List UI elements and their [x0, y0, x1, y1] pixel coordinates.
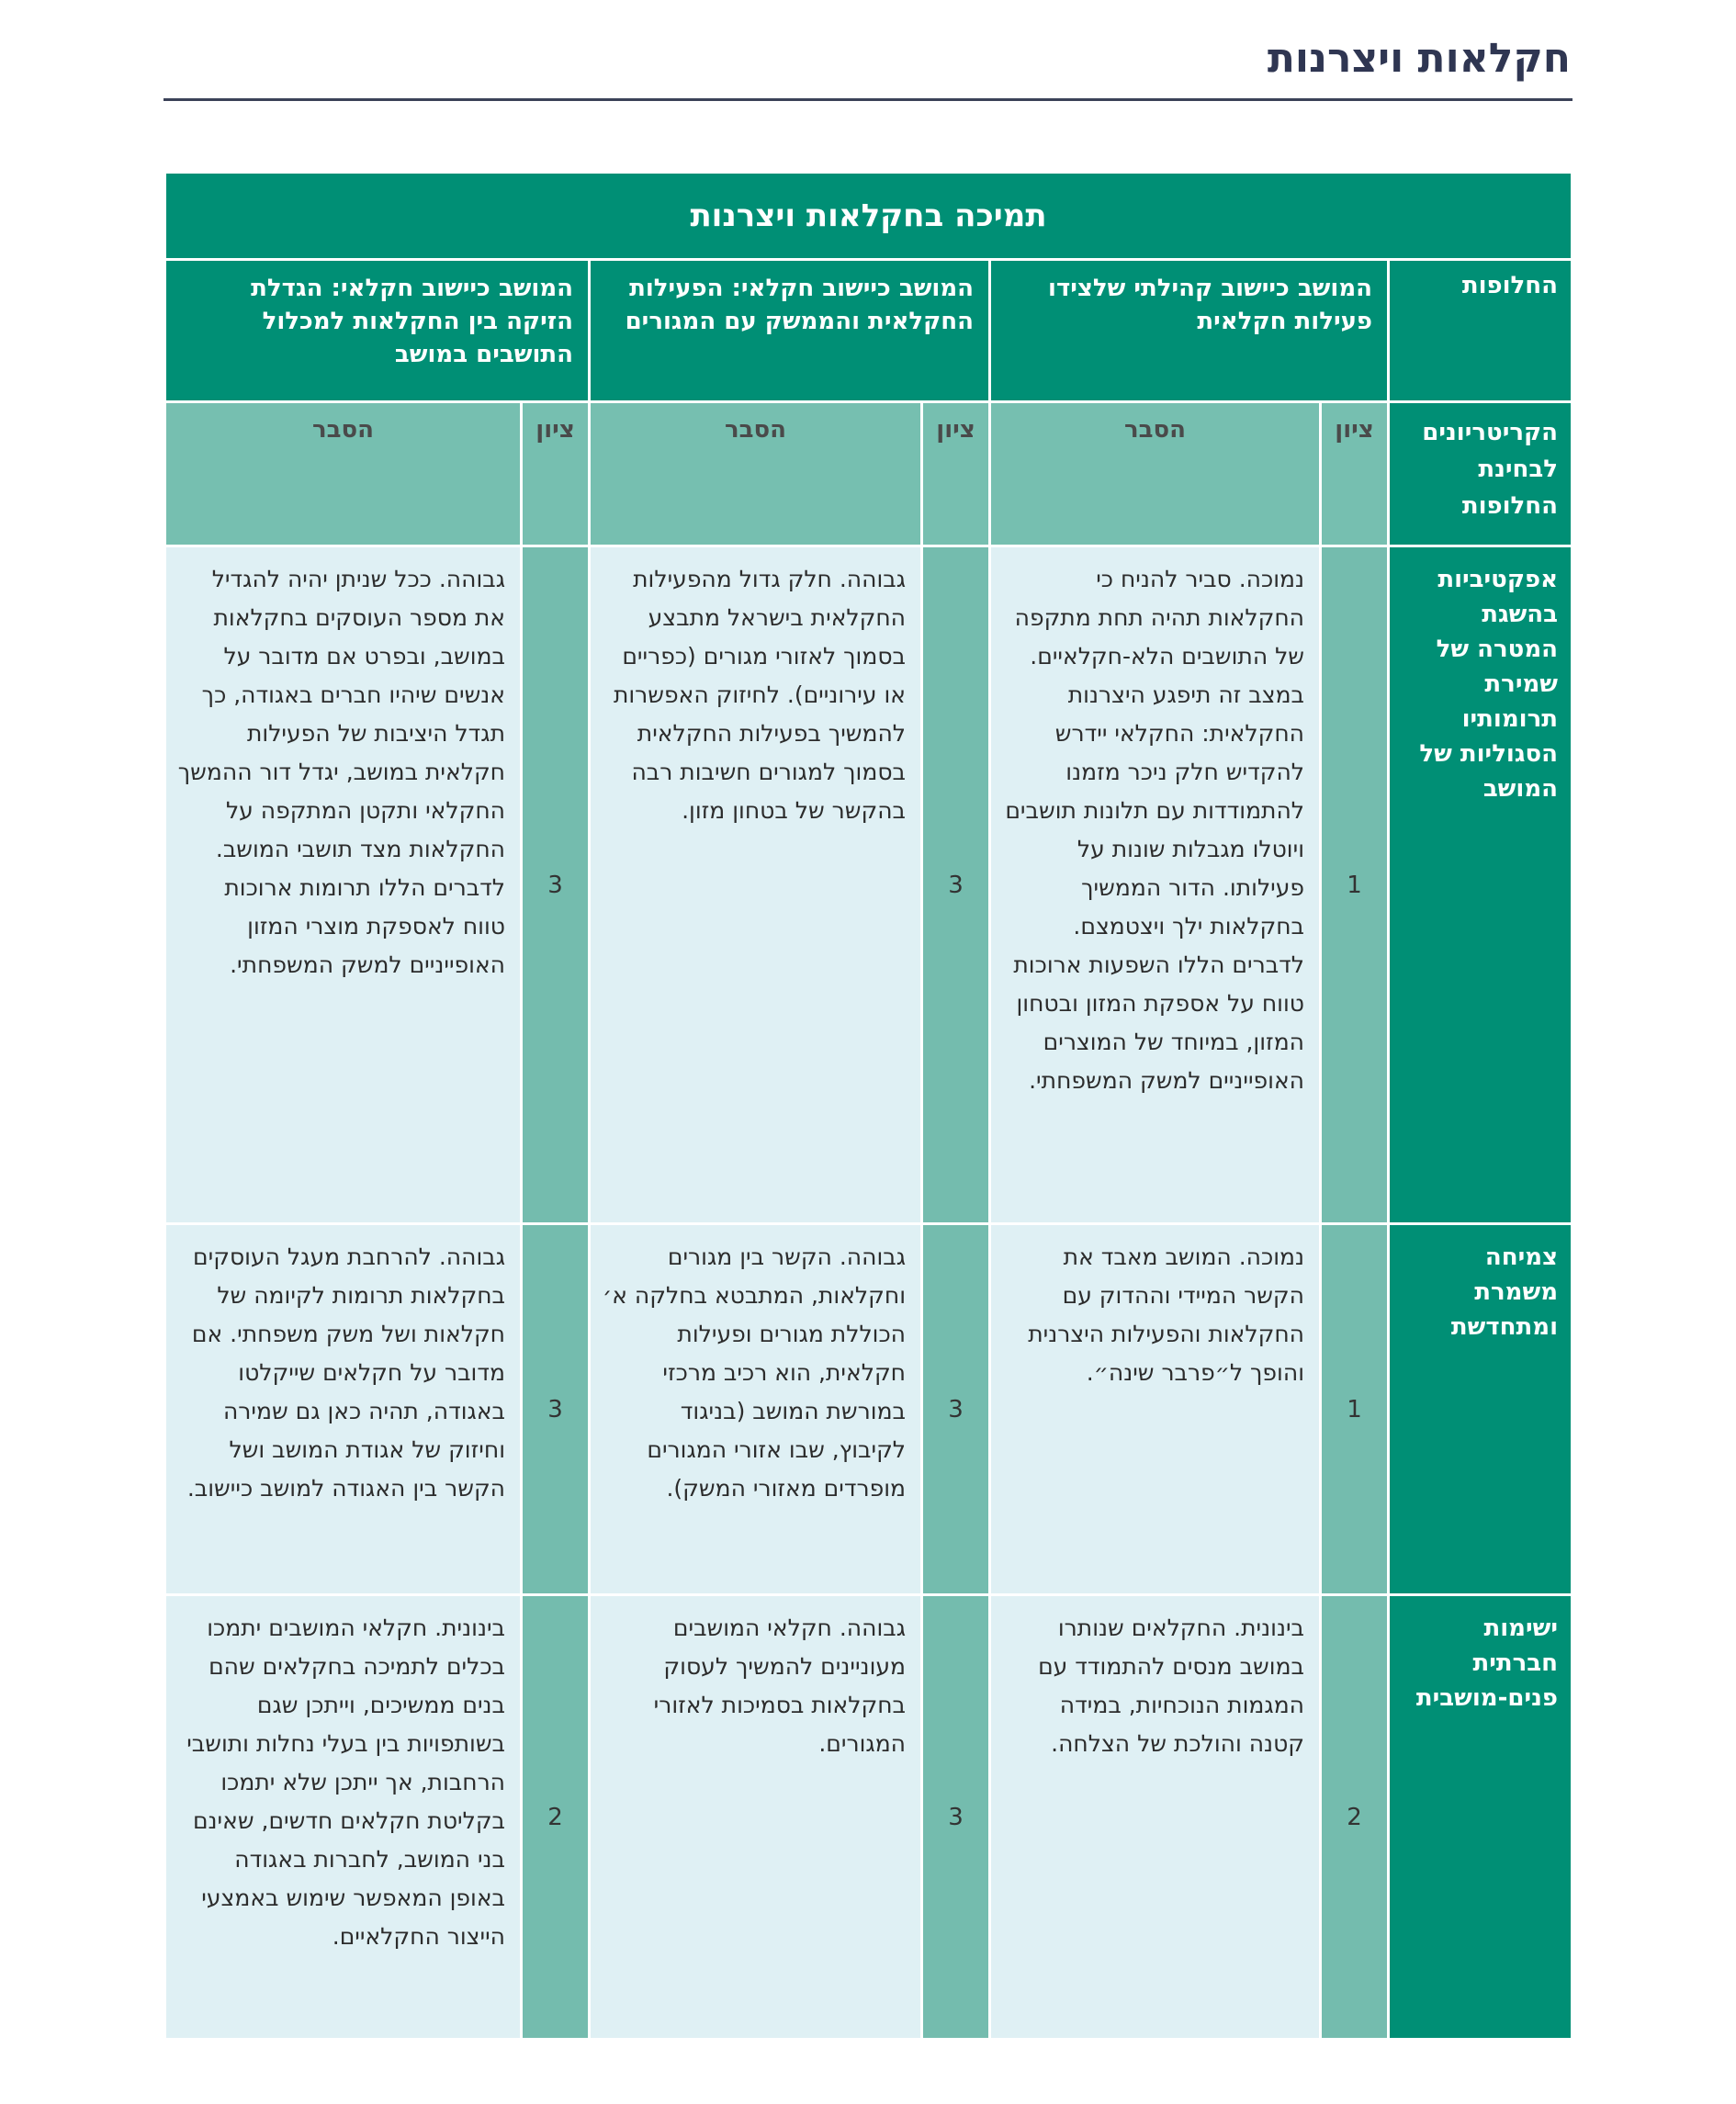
table-row [165, 1595, 1573, 2040]
explanation-header: הסבר [165, 402, 522, 546]
criterion-cell: אפקטיביות בהשגת המטרה של שמירת תרומותיו הסגוליות של המושב [1389, 546, 1573, 1224]
explanation-cell: גבוהה. הקשר בין מגורים וחקלאות, המתבטא בחלקה א׳ הכוללת מגורים ופעילות חקלאית, הוא רכיב מרכזי במורשת המושב (בניגוד לקיבוץ, שבו אזורי המגורים מופרדים מאזורי המשק). [590, 1224, 922, 1595]
explanation-cell: גבוהה. חלק גדול מהפעילות החקלאית בישראל מתבצע בסמוך לאזורי מגורים (כפריים או עירוניים). לחיזוק האפשרות להמשיך בפעילות החקלאית בסמוך למגורים חשיבות רבה בהקשר של בטחון מזון. [590, 546, 922, 1224]
score-cell: 3 [922, 1224, 990, 1595]
score-cell: 3 [522, 1224, 590, 1595]
table-row [165, 546, 1573, 1224]
score-cell: 1 [1321, 1224, 1389, 1595]
score-header: ציון [522, 402, 590, 546]
alternative-1-header: המושב כיישוב קהילתי שלצידו פעילות חקלאית [990, 260, 1389, 402]
alternatives-header-row [165, 260, 1573, 402]
score-cell: 2 [1321, 1595, 1389, 2040]
score-cell: 2 [522, 1595, 590, 2040]
score-header: ציון [922, 402, 990, 546]
evaluation-table [163, 171, 1573, 2041]
explanation-cell: גבוהה. להרחבת מעגל העוסקים בחקלאות תרומות לקיומה של חקלאות ושל משק משפחתי. אם מדובר על חקלאים שייקלטו באגודה, תהיה כאן גם שמירה וחיזוק של אגודת המושב ושל הקשר בין האגודה למושב כיישוב. [165, 1224, 522, 1595]
score-cell: 3 [922, 1595, 990, 2040]
alternative-2-header: המושב כיישוב חקלאי: הפעילות החקלאית והממשק עם המגורים [590, 260, 990, 402]
table-row [165, 1224, 1573, 1595]
alternative-3-header: המושב כיישוב חקלאי: הגדלת הזיקה בין החקלאות למכלול התושבים במושב [165, 260, 590, 402]
score-cell: 3 [922, 546, 990, 1224]
explanation-cell: נמוכה. המושב מאבד את הקשר המיידי וההדוק עם החקלאות והפעילות היצרנית והופך ל״פרבר שינה״. [990, 1224, 1321, 1595]
score-cell: 3 [522, 546, 590, 1224]
explanation-cell: נמוכה. סביר להניח כי החקלאות תהיה תחת מתקפה של התושבים הלא-חקלאיים. במצב זה תיפגע היצרנות החקלאית: החקלאי יידרש להקדיש חלק ניכר מזמנו להתמודדות עם תלונות תושבים ויוטלו מגבלות שונות על פעילותו. הדור הממשיך בחקלאות ילך ויצטמצם. לדברים הללו השפעות ארוכות טווח על אספקת המזון ובטחון המזון, במיוחד של המוצרים האופייניים למשק המשפחתי. [990, 546, 1321, 1224]
criteria-label: הקריטריונים לבחינת החלופות [1389, 402, 1573, 546]
explanation-cell: בינונית. החקלאים שנותרו במושב מנסים להתמודד עם המגמות הנוכחיות, במידה קטנה והולכת של הצלחה. [990, 1595, 1321, 2040]
page-title: חקלאות ויצרנות [1267, 35, 1571, 82]
score-cell: 1 [1321, 546, 1389, 1224]
explanation-cell: בינונית. חקלאי המושבים יתמכו בכלים לתמיכה בחקלאים שהם בנים ממשיכים, וייתכן שגם בשותפויות בין בעלי נחלות ותושבי הרחבות, אך ייתכן שלא יתמכו בקליטת חקלאים חדשים, שאינם בני המושב, לחברות באגודה באופן המאפשר שימוש באמצעי הייצור החקלאיים. [165, 1595, 522, 2040]
table-caption-row [165, 173, 1573, 260]
explanation-header: הסבר [990, 402, 1321, 546]
criterion-cell: צמיחה משמרת ומתחדשת [1389, 1224, 1573, 1595]
explanation-cell: גבוהה. חקלאי המושבים מעוניינים להמשיך לעסוק בחקלאות בסמיכות לאזורי המגורים. [590, 1595, 922, 2040]
score-header: ציון [1321, 402, 1389, 546]
explanation-cell: גבוהה. ככל שניתן יהיה להגדיל את מספר העוסקים בחקלאות במושב, ובפרט אם מדובר על אנשים שיהיו חברים באגודה, כך תגדל היציבות של הפעילות חקלאית במושב, יגדל דור ההמשך החקלאי ותקטן המתקפה על החקלאות מצד תושבי המושב. לדברים הללו תרומות ארוכות טווח לאספקת מוצרי המזון האופייניים למשק המשפחתי. [165, 546, 522, 1224]
title-divider [163, 98, 1573, 101]
explanation-header: הסבר [590, 402, 922, 546]
subheader-row [165, 402, 1573, 546]
alternatives-label: החלופות [1389, 260, 1573, 402]
criterion-cell: ישימות חברתית פנים-מושבית [1389, 1595, 1573, 2040]
table-caption: תמיכה בחקלאות ויצרנות [165, 173, 1573, 260]
